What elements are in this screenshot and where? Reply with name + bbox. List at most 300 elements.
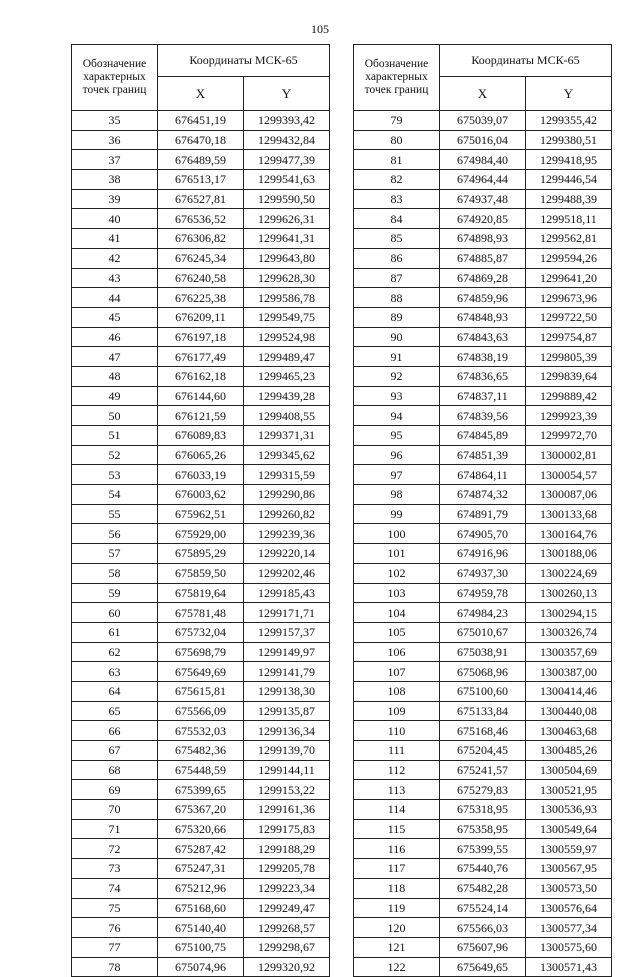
point-number-cell: 108 [354,681,440,701]
y-coordinate-cell: 1299641,20 [526,268,612,288]
x-coordinate-cell: 674851,39 [440,445,526,465]
table-row [72,918,330,938]
point-column-header: Обозначение характерных точек границ [72,45,158,111]
table-row [72,366,330,386]
y-coordinate-cell: 1299889,42 [526,386,612,406]
y-coordinate-cell: 1299157,37 [244,622,330,642]
x-coordinate-cell: 676240,58 [158,268,244,288]
table-row [354,563,612,583]
x-coordinate-cell: 674859,96 [440,288,526,308]
table-row [354,209,612,229]
table-row [72,504,330,524]
point-number-cell: 51 [72,426,158,446]
y-coordinate-cell: 1299149,97 [244,642,330,662]
point-number-cell: 82 [354,170,440,190]
y-coordinate-cell: 1300575,60 [526,937,612,957]
point-number-cell: 49 [72,386,158,406]
y-coordinate-cell: 1299594,26 [526,248,612,268]
y-coordinate-cell: 1300559,97 [526,839,612,859]
y-coordinate-cell: 1300521,95 [526,780,612,800]
point-number-cell: 39 [72,189,158,209]
x-coordinate-cell: 676177,49 [158,347,244,367]
y-coordinate-cell: 1299223,34 [244,878,330,898]
y-coordinate-cell: 1299153,22 [244,780,330,800]
table-row [354,662,612,682]
y-coordinate-cell: 1300188,06 [526,544,612,564]
point-number-cell: 64 [72,681,158,701]
x-coordinate-cell: 675074,96 [158,957,244,977]
table-row [72,563,330,583]
table-row [72,524,330,544]
point-number-cell: 53 [72,465,158,485]
x-coordinate-cell: 675068,96 [440,662,526,682]
point-number-cell: 79 [354,111,440,131]
x-coordinate-cell: 674937,30 [440,563,526,583]
point-number-cell: 60 [72,603,158,623]
x-coordinate-cell: 675929,00 [158,524,244,544]
x-coordinate-cell: 675524,14 [440,898,526,918]
y-coordinate-cell: 1299754,87 [526,327,612,347]
x-coordinate-cell: 675100,75 [158,937,244,957]
point-number-cell: 56 [72,524,158,544]
x-coordinate-cell: 675399,55 [440,839,526,859]
point-number-cell: 81 [354,150,440,170]
table-row [72,150,330,170]
table-row [354,426,612,446]
y-coordinate-cell: 1299839,64 [526,366,612,386]
x-coordinate-cell: 675133,84 [440,701,526,721]
table-row [354,347,612,367]
point-number-cell: 65 [72,701,158,721]
y-coordinate-cell: 1299345,62 [244,445,330,465]
x-coordinate-cell: 675038,91 [440,642,526,662]
table-row [72,662,330,682]
x-coordinate-cell: 674864,11 [440,465,526,485]
point-number-cell: 47 [72,347,158,367]
point-number-cell: 88 [354,288,440,308]
x-coordinate-cell: 676451,19 [158,111,244,131]
x-coordinate-cell: 674843,63 [440,327,526,347]
table-row [354,386,612,406]
table-row [72,347,330,367]
point-number-cell: 62 [72,642,158,662]
table-row [354,406,612,426]
x-coordinate-cell: 675100,60 [440,681,526,701]
table-row [72,780,330,800]
x-coordinate-cell: 676033,19 [158,465,244,485]
table-row [72,642,330,662]
point-number-cell: 41 [72,229,158,249]
point-number-cell: 113 [354,780,440,800]
point-number-cell: 68 [72,760,158,780]
table-row [72,111,330,131]
y-coordinate-cell: 1300576,64 [526,898,612,918]
x-coordinate-cell: 676209,11 [158,307,244,327]
y-coordinate-cell: 1299290,86 [244,485,330,505]
table-row [72,937,330,957]
y-coordinate-cell: 1300387,00 [526,662,612,682]
y-coordinate-cell: 1299320,92 [244,957,330,977]
table-row [354,918,612,938]
y-coordinate-cell: 1300549,64 [526,819,612,839]
table-row [72,307,330,327]
x-coordinate-cell: 676197,18 [158,327,244,347]
x-coordinate-cell: 676527,81 [158,189,244,209]
x-coordinate-cell: 675566,03 [440,918,526,938]
table-body-right [354,111,612,977]
x-coordinate-cell: 674891,79 [440,504,526,524]
y-coordinate-cell: 1299260,82 [244,504,330,524]
y-coordinate-cell: 1299477,39 [244,150,330,170]
point-number-cell: 58 [72,563,158,583]
table-row [72,701,330,721]
y-coordinate-cell: 1299380,51 [526,130,612,150]
point-number-cell: 87 [354,268,440,288]
table-row [72,426,330,446]
point-number-cell: 93 [354,386,440,406]
x-coordinate-cell: 675895,29 [158,544,244,564]
y-coordinate-cell: 1299220,14 [244,544,330,564]
point-number-cell: 99 [354,504,440,524]
coordinates-header: Координаты МСК-65 [440,45,612,77]
coordinates-table-right [353,44,612,977]
y-coordinate-cell: 1299446,54 [526,170,612,190]
x-coordinate-cell: 674838,19 [440,347,526,367]
table-row [354,366,612,386]
y-coordinate-cell: 1299239,36 [244,524,330,544]
y-column-header: Y [526,77,612,111]
point-number-cell: 92 [354,366,440,386]
point-number-cell: 102 [354,563,440,583]
y-coordinate-cell: 1299298,67 [244,937,330,957]
x-coordinate-cell: 674836,65 [440,366,526,386]
table-row [72,327,330,347]
x-coordinate-cell: 675607,96 [440,937,526,957]
x-coordinate-cell: 675168,46 [440,721,526,741]
x-coordinate-cell: 674905,70 [440,524,526,544]
x-coordinate-cell: 675566,09 [158,701,244,721]
x-coordinate-cell: 674984,40 [440,150,526,170]
x-coordinate-cell: 674964,44 [440,170,526,190]
table-row [354,642,612,662]
y-coordinate-cell: 1299249,47 [244,898,330,918]
y-coordinate-cell: 1299355,42 [526,111,612,131]
y-coordinate-cell: 1299171,71 [244,603,330,623]
x-coordinate-cell: 676489,59 [158,150,244,170]
table-row [72,465,330,485]
table-row [354,957,612,977]
x-coordinate-cell: 675482,36 [158,741,244,761]
table-row [354,485,612,505]
table-row [354,701,612,721]
point-number-cell: 37 [72,150,158,170]
point-number-cell: 75 [72,898,158,918]
y-coordinate-cell: 1299371,31 [244,426,330,446]
y-coordinate-cell: 1299315,59 [244,465,330,485]
x-coordinate-cell: 675532,03 [158,721,244,741]
x-coordinate-cell: 675247,31 [158,859,244,879]
x-coordinate-cell: 675318,95 [440,800,526,820]
y-coordinate-cell: 1300567,95 [526,859,612,879]
y-coordinate-cell: 1299641,31 [244,229,330,249]
table-row [72,544,330,564]
table-row [354,603,612,623]
x-coordinate-cell: 674845,89 [440,426,526,446]
x-coordinate-cell: 675448,59 [158,760,244,780]
y-coordinate-cell: 1300573,50 [526,878,612,898]
table-body-left [72,111,330,977]
x-coordinate-cell: 675241,57 [440,760,526,780]
point-number-cell: 57 [72,544,158,564]
y-column-header: Y [244,77,330,111]
table-row [72,386,330,406]
point-number-cell: 101 [354,544,440,564]
x-coordinate-cell: 676470,18 [158,130,244,150]
point-number-cell: 110 [354,721,440,741]
x-coordinate-cell: 675010,67 [440,622,526,642]
x-coordinate-cell: 675781,48 [158,603,244,623]
y-coordinate-cell: 1300054,57 [526,465,612,485]
y-coordinate-cell: 1299722,50 [526,307,612,327]
point-number-cell: 106 [354,642,440,662]
y-coordinate-cell: 1299489,47 [244,347,330,367]
point-number-cell: 66 [72,721,158,741]
point-number-cell: 117 [354,859,440,879]
y-coordinate-cell: 1299586,78 [244,288,330,308]
y-coordinate-cell: 1300536,93 [526,800,612,820]
x-coordinate-cell: 674984,23 [440,603,526,623]
y-coordinate-cell: 1299518,11 [526,209,612,229]
point-number-cell: 74 [72,878,158,898]
x-coordinate-cell: 676536,52 [158,209,244,229]
table-row [72,170,330,190]
point-number-cell: 114 [354,800,440,820]
x-coordinate-cell: 676003,62 [158,485,244,505]
point-number-cell: 111 [354,741,440,761]
table-row [72,248,330,268]
point-number-cell: 76 [72,918,158,938]
point-number-cell: 120 [354,918,440,938]
y-coordinate-cell: 1299418,95 [526,150,612,170]
table-row [354,721,612,741]
table-row [72,819,330,839]
y-coordinate-cell: 1299673,96 [526,288,612,308]
table-row [72,800,330,820]
x-coordinate-cell: 675168,60 [158,898,244,918]
table-row [354,111,612,131]
x-column-header: X [158,77,244,111]
point-number-cell: 54 [72,485,158,505]
table-row [354,898,612,918]
point-number-cell: 94 [354,406,440,426]
y-coordinate-cell: 1300357,69 [526,642,612,662]
x-coordinate-cell: 674920,85 [440,209,526,229]
table-row [72,229,330,249]
point-number-cell: 52 [72,445,158,465]
table-row [354,229,612,249]
point-number-cell: 104 [354,603,440,623]
y-coordinate-cell: 1299562,81 [526,229,612,249]
y-coordinate-cell: 1300463,68 [526,721,612,741]
x-coordinate-cell: 676121,59 [158,406,244,426]
x-coordinate-cell: 675649,65 [440,957,526,977]
table-row [72,898,330,918]
table-row [72,268,330,288]
y-coordinate-cell: 1299161,36 [244,800,330,820]
y-coordinate-cell: 1299175,83 [244,819,330,839]
table-row [354,288,612,308]
y-coordinate-cell: 1299138,30 [244,681,330,701]
x-coordinate-cell: 675732,04 [158,622,244,642]
point-number-cell: 72 [72,839,158,859]
table-row [72,760,330,780]
table-row [354,504,612,524]
x-coordinate-cell: 675287,42 [158,839,244,859]
y-coordinate-cell: 1299185,43 [244,583,330,603]
table-row [354,878,612,898]
x-coordinate-cell: 676144,60 [158,386,244,406]
point-number-cell: 77 [72,937,158,957]
point-number-cell: 109 [354,701,440,721]
x-coordinate-cell: 675698,79 [158,642,244,662]
table-row [72,406,330,426]
table-row [72,189,330,209]
point-number-cell: 122 [354,957,440,977]
point-number-cell: 107 [354,662,440,682]
table-row [72,859,330,879]
x-coordinate-cell: 675039,07 [440,111,526,131]
table-row [354,307,612,327]
point-number-cell: 44 [72,288,158,308]
point-number-cell: 100 [354,524,440,544]
table-row [72,839,330,859]
y-coordinate-cell: 1299549,75 [244,307,330,327]
y-coordinate-cell: 1299432,84 [244,130,330,150]
y-coordinate-cell: 1299805,39 [526,347,612,367]
y-coordinate-cell: 1299205,78 [244,859,330,879]
y-coordinate-cell: 1299144,11 [244,760,330,780]
point-number-cell: 89 [354,307,440,327]
x-coordinate-cell: 675204,45 [440,741,526,761]
table-row [72,603,330,623]
x-coordinate-cell: 676225,38 [158,288,244,308]
x-coordinate-cell: 676306,82 [158,229,244,249]
y-coordinate-cell: 1300440,08 [526,701,612,721]
table-row [354,150,612,170]
point-number-cell: 50 [72,406,158,426]
y-coordinate-cell: 1300326,74 [526,622,612,642]
x-coordinate-cell: 675399,65 [158,780,244,800]
point-number-cell: 42 [72,248,158,268]
table-row [354,819,612,839]
table-row [72,878,330,898]
table-row [354,800,612,820]
point-number-cell: 78 [72,957,158,977]
x-coordinate-cell: 674837,11 [440,386,526,406]
x-coordinate-cell: 676245,34 [158,248,244,268]
y-coordinate-cell: 1299626,31 [244,209,330,229]
point-number-cell: 118 [354,878,440,898]
table-row [72,130,330,150]
y-coordinate-cell: 1299408,55 [244,406,330,426]
x-coordinate-cell: 676089,83 [158,426,244,446]
point-number-cell: 43 [72,268,158,288]
point-number-cell: 116 [354,839,440,859]
x-coordinate-cell: 674898,93 [440,229,526,249]
x-coordinate-cell: 675615,81 [158,681,244,701]
point-number-cell: 67 [72,741,158,761]
y-coordinate-cell: 1300504,69 [526,760,612,780]
y-coordinate-cell: 1300164,76 [526,524,612,544]
point-column-header: Обозначение характерных точек границ [354,45,440,111]
x-coordinate-cell: 674885,87 [440,248,526,268]
y-coordinate-cell: 1300571,43 [526,957,612,977]
point-number-cell: 59 [72,583,158,603]
y-coordinate-cell: 1299465,23 [244,366,330,386]
coordinates-table-left [71,44,330,977]
table-row [354,741,612,761]
y-coordinate-cell: 1300224,69 [526,563,612,583]
y-coordinate-cell: 1299188,29 [244,839,330,859]
y-coordinate-cell: 1299139,70 [244,741,330,761]
table-row [354,445,612,465]
x-coordinate-cell: 675859,50 [158,563,244,583]
x-coordinate-cell: 675140,40 [158,918,244,938]
x-coordinate-cell: 676065,26 [158,445,244,465]
point-number-cell: 85 [354,229,440,249]
y-coordinate-cell: 1299136,34 [244,721,330,741]
point-number-cell: 61 [72,622,158,642]
table-row [354,544,612,564]
point-number-cell: 98 [354,485,440,505]
y-coordinate-cell: 1299202,46 [244,563,330,583]
x-coordinate-cell: 675367,20 [158,800,244,820]
point-number-cell: 97 [354,465,440,485]
point-number-cell: 96 [354,445,440,465]
point-number-cell: 103 [354,583,440,603]
y-coordinate-cell: 1300087,06 [526,485,612,505]
point-number-cell: 112 [354,760,440,780]
table-row [354,268,612,288]
table-row [72,209,330,229]
table-row [72,622,330,642]
point-number-cell: 105 [354,622,440,642]
x-coordinate-cell: 674839,56 [440,406,526,426]
x-coordinate-cell: 674869,28 [440,268,526,288]
table-row [354,130,612,150]
y-coordinate-cell: 1299541,63 [244,170,330,190]
x-coordinate-cell: 674916,96 [440,544,526,564]
point-number-cell: 55 [72,504,158,524]
x-coordinate-cell: 675482,28 [440,878,526,898]
point-number-cell: 35 [72,111,158,131]
x-coordinate-cell: 675279,83 [440,780,526,800]
y-coordinate-cell: 1300260,13 [526,583,612,603]
point-number-cell: 84 [354,209,440,229]
table-row [354,780,612,800]
y-coordinate-cell: 1300577,34 [526,918,612,938]
x-coordinate-cell: 674937,48 [440,189,526,209]
point-number-cell: 119 [354,898,440,918]
table-row [72,583,330,603]
table-row [354,859,612,879]
point-number-cell: 71 [72,819,158,839]
x-coordinate-cell: 676513,17 [158,170,244,190]
y-coordinate-cell: 1299628,30 [244,268,330,288]
table-row [354,937,612,957]
y-coordinate-cell: 1299590,50 [244,189,330,209]
table-row [354,760,612,780]
